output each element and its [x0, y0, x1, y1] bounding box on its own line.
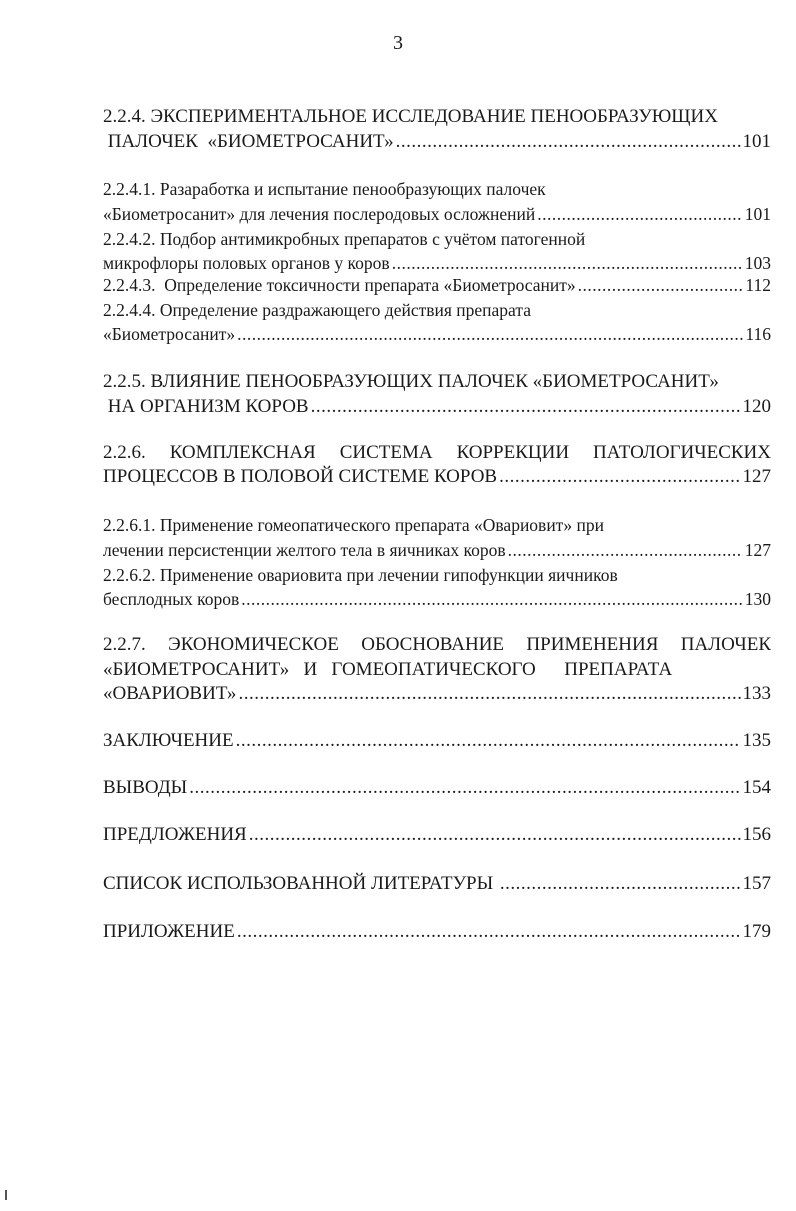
toc-entry-2-2-4-1-line1: 2.2.4.1. Разаработка и испытание пенообразующих палочек: [103, 179, 546, 199]
toc-entry-findings[interactable]: [103, 776, 771, 800]
toc-entry-2-2-6-2[interactable]: [103, 587, 771, 611]
toc-entry-proposals[interactable]: [103, 823, 771, 847]
leader-dots: [236, 729, 741, 753]
leader-dots: [508, 538, 743, 562]
toc-page-number: 157: [742, 873, 771, 894]
toc-entry-label: бесплодных коров: [103, 589, 240, 609]
leader-dots: [249, 823, 741, 847]
toc-entry-2-2-6[interactable]: [103, 465, 771, 489]
toc-entry-label: «Биометросанит» для лечения послеродовых осложнений: [103, 204, 536, 224]
toc-page-number: 101: [744, 204, 771, 224]
scan-artifact: [5, 1190, 7, 1200]
leader-dots: [311, 395, 741, 419]
toc-entry-label: 2.2.4.3. Определение токсичности препарата «Биометросанит»: [103, 275, 576, 295]
toc-page-number: 133: [742, 683, 771, 704]
toc-entry-label: НА ОРГАНИЗМ КОРОВ: [103, 396, 309, 417]
leader-dots: [241, 587, 742, 611]
toc-entry-2-2-4-2-line1: 2.2.4.2. Подбор антимикробных препаратов с учётом патогенной: [103, 229, 586, 249]
leader-dots: [499, 465, 740, 489]
toc-page-number: 116: [745, 324, 771, 344]
page-number: 3: [393, 32, 403, 54]
toc-entry-2-2-6-1[interactable]: [103, 538, 771, 562]
toc-entry-2-2-6-1-line1: 2.2.6.1. Применение гомеопатического препарата «Овариовит» при: [103, 515, 604, 535]
toc-entry-2-2-4-4[interactable]: [103, 322, 771, 346]
leader-dots: [189, 776, 740, 800]
toc-entry-2-2-4-2[interactable]: [103, 251, 771, 275]
toc-entry-appendix[interactable]: [103, 920, 771, 944]
leader-dots: [237, 920, 741, 944]
leader-dots: [238, 682, 740, 706]
toc-entry-label: «ОВАРИОВИТ»: [103, 683, 237, 704]
toc-page-number: 101: [742, 131, 771, 152]
toc-page-number: 112: [745, 275, 771, 295]
toc-entry-2-2-7-line1: 2.2.7. ЭКОНОМИЧЕСКОЕ ОБОСНОВАНИЕ ПРИМЕНЕНИЯ ПАЛОЧЕК: [103, 634, 771, 655]
toc-page-number: 127: [742, 466, 771, 487]
leader-dots: [578, 273, 744, 297]
toc-entry-2-2-4-1[interactable]: [103, 202, 771, 226]
toc-entry-label: ЗАКЛЮЧЕНИЕ: [103, 730, 234, 751]
leader-dots: [237, 322, 743, 346]
toc-entry-label: ПРИЛОЖЕНИЕ: [103, 921, 235, 942]
toc-page-number: 130: [744, 589, 771, 609]
toc-entry-2-2-7-line2: [103, 658, 715, 682]
toc-entry-label: лечении персистенции желтого тела в яичниках коров: [103, 540, 506, 560]
toc-page-number: 179: [742, 921, 771, 942]
toc-entry-conclusion[interactable]: [103, 729, 771, 753]
toc-entry-label: микрофлоры половых органов у коров: [103, 253, 390, 273]
toc-page-number: 127: [744, 540, 771, 560]
toc-page-number: 135: [742, 730, 771, 751]
leader-dots: [392, 251, 743, 275]
toc-page-number: 103: [744, 253, 771, 273]
leader-dots: [537, 202, 742, 226]
toc-page-number: 154: [742, 777, 771, 798]
toc-entry-2-2-5[interactable]: [103, 395, 771, 419]
toc-entry-2-2-4-line1: 2.2.4. ЭКСПЕРИМЕНТАЛЬНОЕ ИССЛЕДОВАНИЕ ПЕНООБРАЗУЮЩИХ: [103, 106, 718, 127]
toc-entry-label: ВЫВОДЫ: [103, 777, 188, 798]
toc-entry-references[interactable]: [103, 872, 771, 896]
toc-entry-label: «Биометросанит»: [103, 324, 236, 344]
toc-entry-2-2-6-2-line1: 2.2.6.2. Применение овариовита при лечении гипофункции яичников: [103, 565, 618, 585]
toc-entry-label: ПРОЦЕССОВ В ПОЛОВОЙ СИСТЕМЕ КОРОВ: [103, 466, 498, 487]
toc-entry-label: ПРЕДЛОЖЕНИЯ: [103, 824, 247, 845]
toc-entry-2-2-7-line2-text: «БИОМЕТРОСАНИТ» И ГОМЕОПАТИЧЕСКОГО ПРЕПАРАТА: [103, 659, 673, 680]
toc-entry-2-2-5-line1: 2.2.5. ВЛИЯНИЕ ПЕНООБРАЗУЮЩИХ ПАЛОЧЕК «БИОМЕТРОСАНИТ»: [103, 371, 719, 392]
toc-entry-label: СПИСОК ИСПОЛЬЗОВАННОЙ ЛИТЕРАТУРЫ: [103, 873, 498, 894]
toc-page-number: 120: [742, 396, 771, 417]
toc-entry-2-2-7[interactable]: [103, 682, 771, 706]
leader-dots: [500, 872, 741, 896]
toc-page-number: 156: [742, 824, 771, 845]
toc-entry-2-2-6-line1: 2.2.6. КОМПЛЕКСНАЯ СИСТЕМА КОРРЕКЦИИ ПАТОЛОГИЧЕСКИХ: [103, 442, 771, 463]
toc-entry-2-2-4-4-line1: 2.2.4.4. Определение раздражающего действия препарата: [103, 300, 531, 320]
leader-dots: [396, 130, 741, 154]
toc-entry-2-2-4[interactable]: [103, 130, 771, 154]
toc-entry-label: ПАЛОЧЕК «БИОМЕТРОСАНИТ»: [103, 131, 394, 152]
toc-entry-2-2-4-3[interactable]: [103, 273, 771, 297]
